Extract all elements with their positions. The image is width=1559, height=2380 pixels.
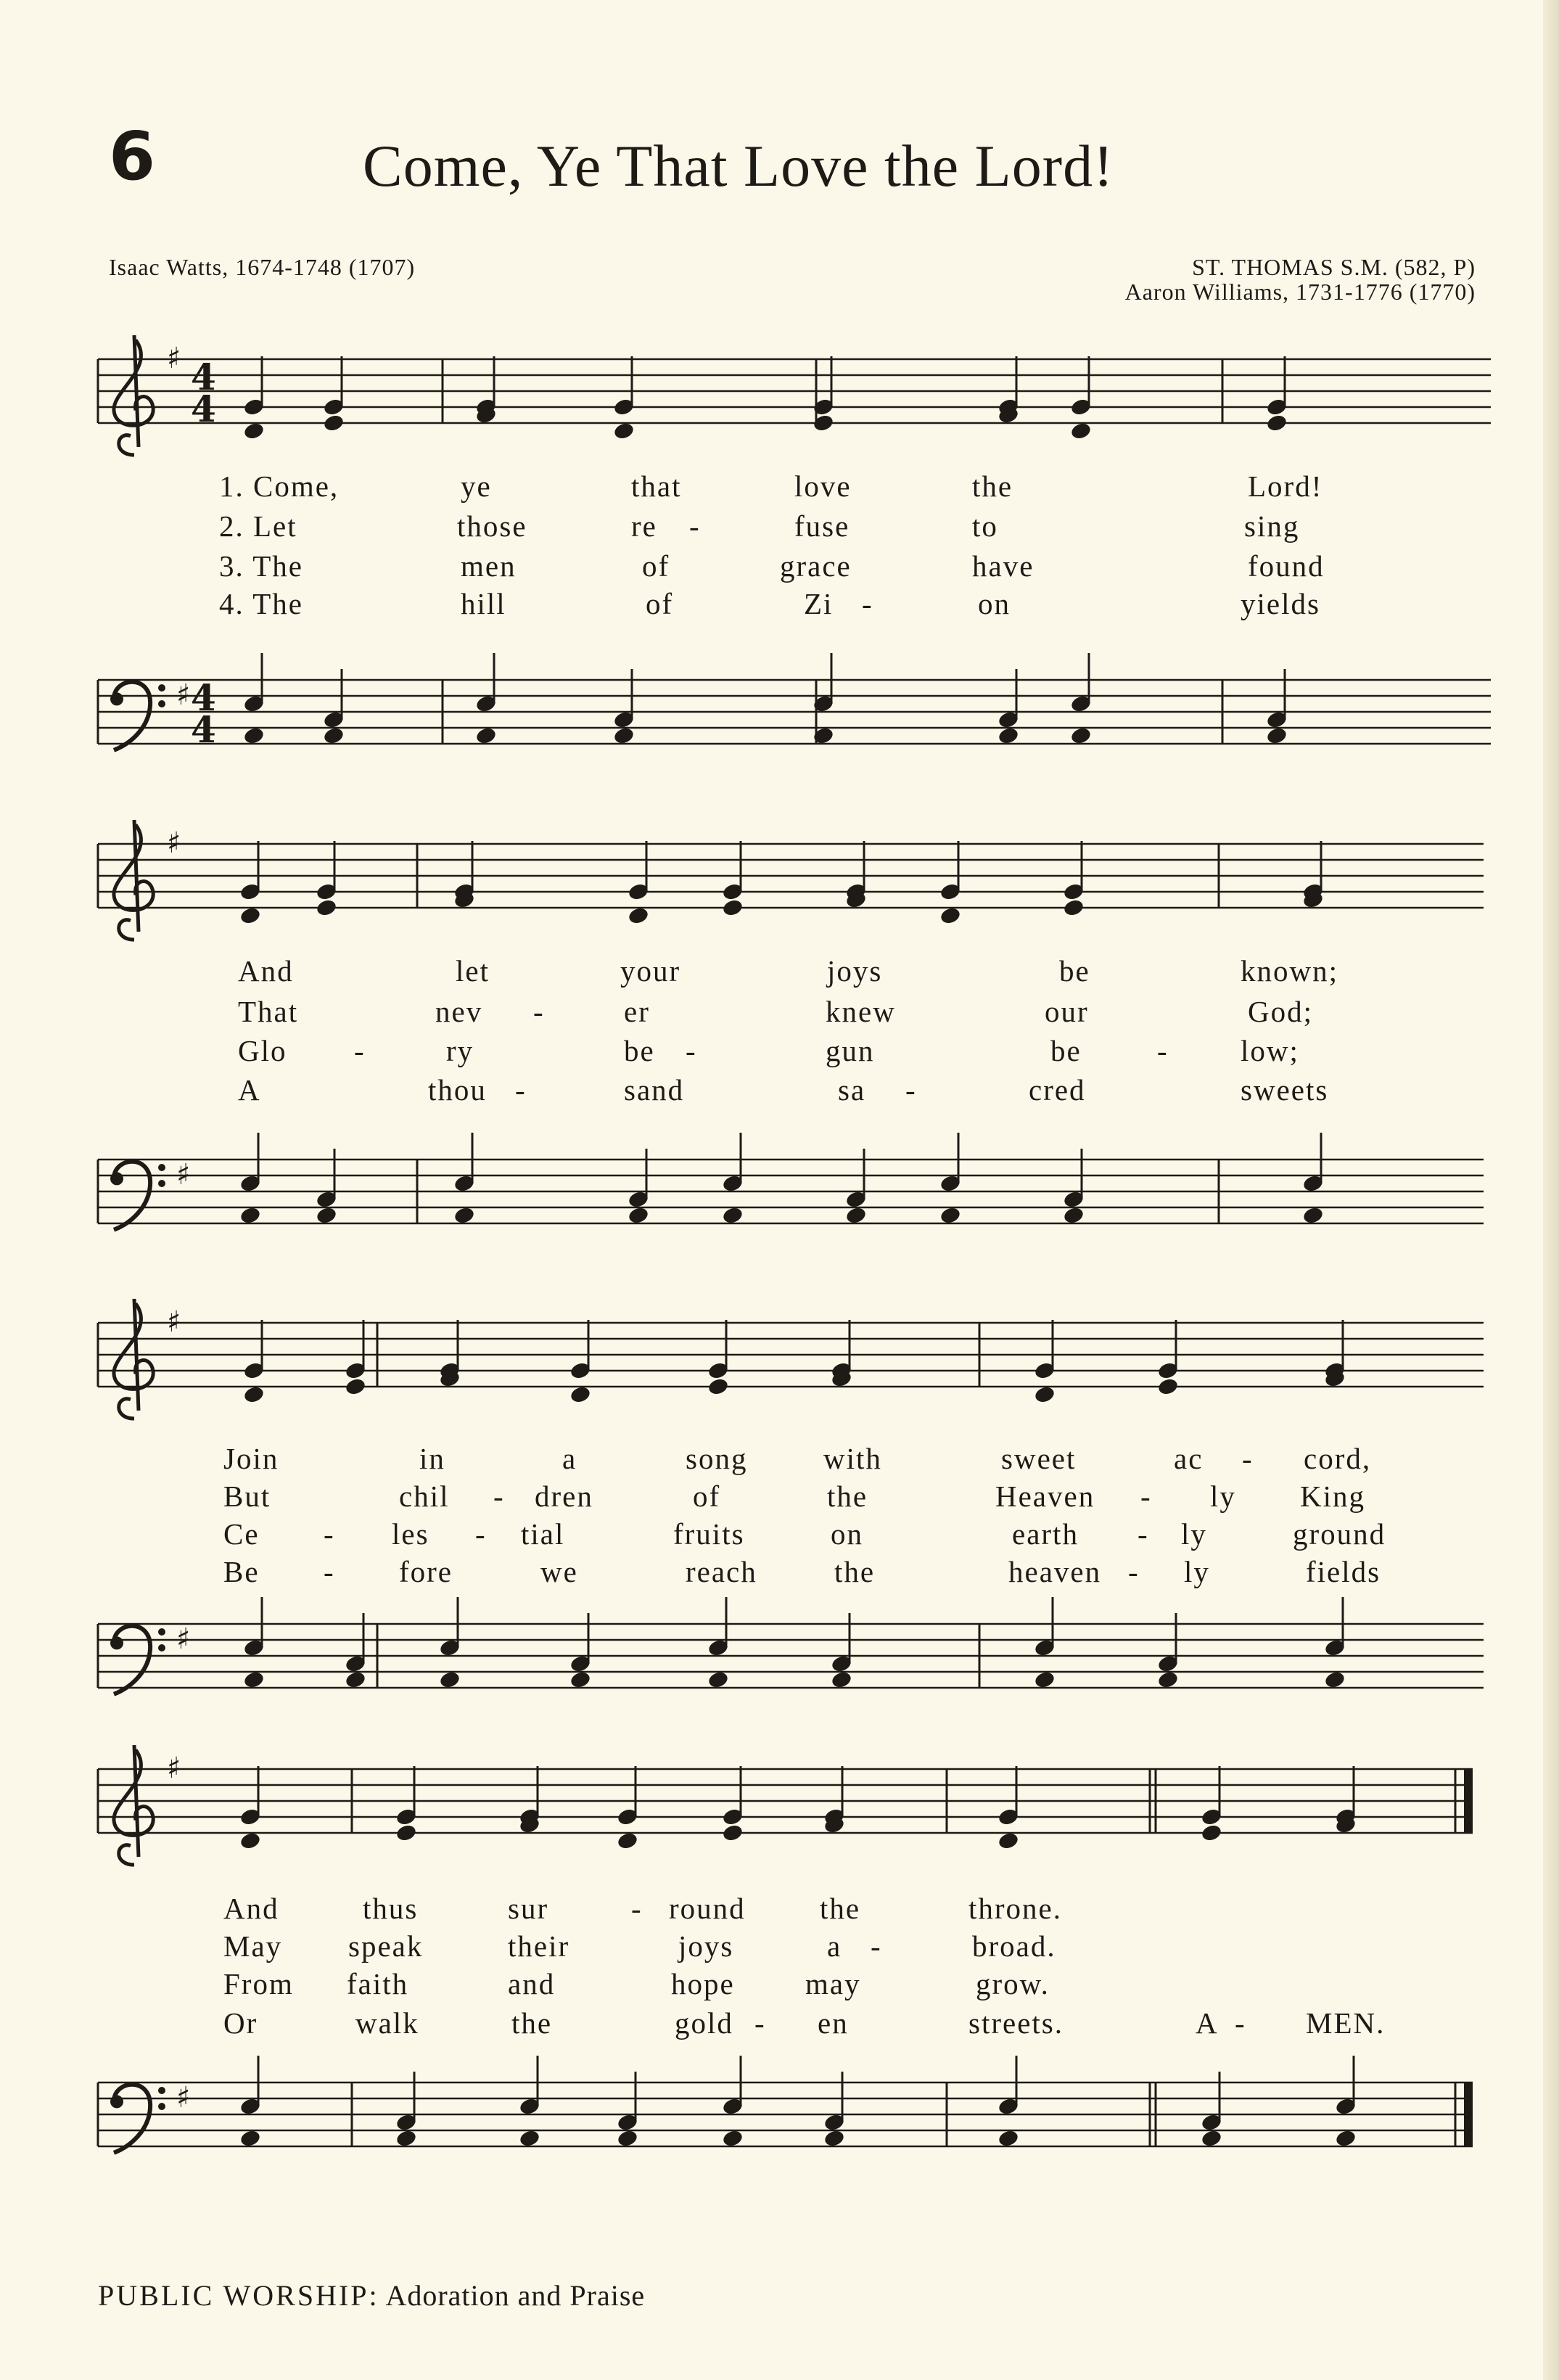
lyric-syllable: joys (678, 1929, 734, 1963)
final-bar-line (1464, 1769, 1473, 1833)
lyric-syllable: - (1140, 1480, 1152, 1513)
bass-clef-dot (158, 1628, 165, 1636)
lyric-syllable: grace (780, 549, 852, 583)
notehead (722, 2129, 744, 2149)
lyric-syllable: er (624, 995, 650, 1028)
lyric-syllable: their (508, 1929, 570, 1963)
lyric-syllable: fields (1306, 1555, 1381, 1588)
notehead (997, 2129, 1020, 2149)
lyric-syllable: grow. (976, 1967, 1050, 2001)
notehead (1201, 2129, 1223, 2149)
lyric-syllable: a (827, 1929, 842, 1963)
lyric-syllable: - (493, 1480, 505, 1513)
notehead (1157, 1377, 1180, 1397)
notehead (316, 898, 338, 918)
notehead (453, 1206, 476, 1226)
lyric-syllable: on (978, 587, 1011, 620)
lyric-syllable: God; (1248, 995, 1313, 1028)
lyric-syllable: and (508, 1967, 556, 2001)
lyric-syllable: King (1300, 1480, 1365, 1513)
notehead (707, 1377, 730, 1397)
lyric-syllable: 3. The (219, 549, 304, 583)
notehead (239, 1831, 262, 1851)
lyric-syllable: we (540, 1555, 578, 1588)
lyric-syllable: cord, (1304, 1442, 1372, 1475)
notehead (243, 1385, 266, 1405)
lyric-syllable: Lord! (1248, 469, 1323, 503)
lyric-syllable: Ce (223, 1517, 260, 1551)
lyric-syllable: dren (535, 1480, 593, 1513)
notehead (345, 1377, 367, 1397)
lyric-syllable: earth (1012, 1517, 1079, 1551)
lyric-syllable: gold (675, 2006, 733, 2040)
bass-clef-dot (110, 1172, 123, 1185)
notehead (617, 2129, 639, 2149)
notehead (239, 2129, 262, 2149)
lyric-syllable: ly (1184, 1555, 1210, 1588)
lyric-syllable: fuse (794, 509, 850, 543)
lyric-syllable: ac (1174, 1442, 1204, 1475)
lyric-syllable: ry (446, 1034, 474, 1067)
lyric-syllable: - (862, 587, 873, 620)
lyric-syllable: sweet (1001, 1442, 1077, 1475)
lyric-syllable: gun (826, 1034, 875, 1067)
lyric-syllable: Be (223, 1555, 260, 1588)
notehead (239, 1206, 262, 1226)
notehead (722, 1206, 744, 1226)
key-signature-sharp: ♯ (176, 1622, 191, 1656)
lyric-syllable: A (1196, 2006, 1219, 2040)
lyric-syllable: men (461, 549, 517, 583)
lyric-syllable: reach (686, 1555, 757, 1588)
lyric-syllable: - (1242, 1442, 1254, 1475)
bass-clef-icon (114, 1162, 150, 1230)
notehead (845, 1206, 868, 1226)
lyric-syllable: that (631, 469, 682, 503)
notehead (323, 726, 345, 746)
notehead (1034, 1385, 1056, 1405)
notehead (323, 414, 345, 433)
lyric-syllable: That (238, 995, 299, 1028)
lyric-syllable: hill (461, 587, 506, 620)
lyric-syllable: speak (348, 1929, 424, 1963)
notehead (997, 726, 1020, 746)
lyric-syllable: Or (223, 2006, 258, 2040)
lyric-syllable: And (238, 954, 294, 988)
lyric-syllable: - (1128, 1555, 1140, 1588)
notehead (1157, 1670, 1180, 1690)
notehead (316, 1206, 338, 1226)
lyric-syllable: 2. Let (219, 509, 297, 543)
lyric-syllable: of (693, 1480, 721, 1513)
lyric-syllable: the (820, 1892, 861, 1925)
lyric-syllable: cred (1029, 1073, 1086, 1107)
bass-clef-dot (158, 2103, 165, 2110)
lyric-syllable: nev (435, 995, 483, 1028)
lyric-syllable: knew (826, 995, 896, 1028)
lyric-syllable: ly (1181, 1517, 1207, 1551)
lyric-syllable: sing (1244, 509, 1300, 543)
lyric-syllable: - (1157, 1034, 1169, 1067)
notehead (997, 1831, 1020, 1851)
lyric-syllable: let (456, 954, 490, 988)
bass-clef-dot (110, 2095, 123, 2108)
time-signature-digit: 4 (191, 708, 216, 751)
bass-clef-icon (114, 2085, 150, 2153)
lyric-syllable: low; (1241, 1034, 1299, 1067)
lyric-syllable: Glo (238, 1034, 287, 1067)
lyric-syllable: - (324, 1555, 335, 1588)
notehead (475, 726, 498, 746)
treble-clef-icon (114, 1299, 153, 1419)
lyric-syllable: ly (1210, 1480, 1236, 1513)
notehead (628, 1206, 650, 1226)
lyric-syllable: on (831, 1517, 863, 1551)
bass-clef-dot (158, 700, 165, 707)
lyric-syllable: - (754, 2006, 766, 2040)
lyric-syllable: have (972, 549, 1034, 583)
notehead (519, 2129, 541, 2149)
notehead (1063, 1206, 1085, 1226)
notehead (613, 726, 635, 746)
lyric-syllable: sand (624, 1073, 685, 1107)
lyric-syllable: with (823, 1442, 882, 1475)
notehead (345, 1670, 367, 1690)
lyric-syllable: fruits (673, 1517, 745, 1551)
treble-clef-icon (114, 335, 153, 455)
hymn-number: 6 (109, 118, 156, 195)
lyric-syllable: may (805, 1967, 861, 2001)
lyric-syllable: re (631, 509, 657, 543)
lyric-syllable: tial (521, 1517, 565, 1551)
notehead (939, 906, 962, 926)
lyric-syllable: to (972, 509, 998, 543)
lyric-syllable: thus (363, 1892, 419, 1925)
treble-clef-icon (114, 1745, 153, 1865)
notehead (613, 422, 635, 441)
lyric-syllable: of (646, 587, 674, 620)
notehead (569, 1385, 592, 1405)
notehead (1070, 422, 1093, 441)
page-footer (98, 2278, 645, 2313)
notehead (395, 2129, 418, 2149)
composer-credit: Aaron Williams, 1731-1776 (1770) (1124, 279, 1476, 305)
author-credit: Isaac Watts, 1674-1748 (1707) (109, 254, 416, 280)
lyric-syllable: a (562, 1442, 577, 1475)
key-signature-sharp: ♯ (167, 1752, 181, 1785)
lyric-syllable: ground (1293, 1517, 1386, 1551)
lyric-syllable: - (533, 995, 545, 1028)
lyric-syllable: chil (399, 1480, 450, 1513)
time-signature-digit: 4 (191, 676, 216, 719)
footer-category: PUBLIC WORSHIP: (98, 2279, 379, 2312)
bass-clef-dot (158, 1164, 165, 1171)
lyric-syllable: - (905, 1073, 917, 1107)
lyric-syllable: les (392, 1517, 429, 1551)
lyric-syllable: - (689, 509, 701, 543)
lyric-syllable: heaven (1008, 1555, 1102, 1588)
treble-clef-icon (114, 820, 153, 940)
notehead (569, 1670, 592, 1690)
notehead (823, 2129, 846, 2149)
lyric-syllable: the (972, 469, 1013, 503)
notehead (1201, 1823, 1223, 1843)
lyric-syllable: those (457, 509, 527, 543)
lyric-syllable: fore (399, 1555, 453, 1588)
lyric-syllable: - (631, 1892, 643, 1925)
notehead (243, 726, 266, 746)
lyric-syllable: be (624, 1034, 655, 1067)
lyric-syllable: streets. (968, 2006, 1064, 2040)
bass-clef-dot (158, 1644, 165, 1651)
lyric-syllable: - (475, 1517, 487, 1551)
notehead (1034, 1670, 1056, 1690)
notehead (1070, 726, 1093, 746)
notehead (243, 422, 266, 441)
lyric-syllable: hope (671, 1967, 735, 2001)
key-signature-sharp: ♯ (167, 826, 181, 860)
notehead (243, 1670, 266, 1690)
lyric-syllable: - (1138, 1517, 1149, 1551)
bass-clef-dot (110, 1636, 123, 1649)
key-signature-sharp: ♯ (176, 678, 191, 712)
notehead (1335, 2129, 1357, 2149)
lyric-syllable: yields (1241, 587, 1320, 620)
lyric-syllable: MEN. (1306, 2006, 1386, 2040)
lyric-syllable: love (794, 469, 852, 503)
lyric-syllable: be (1059, 954, 1090, 988)
lyric-syllable: - (871, 1929, 882, 1963)
notehead (1266, 414, 1288, 433)
time-signature-digit: 4 (191, 356, 216, 398)
notehead (439, 1670, 461, 1690)
lyric-syllable: - (354, 1034, 366, 1067)
lyric-syllable: found (1248, 549, 1325, 583)
bass-clef-icon (114, 1626, 150, 1694)
bass-clef-icon (114, 682, 150, 750)
lyric-syllable: - (686, 1034, 697, 1067)
lyric-syllable: Zi (804, 587, 834, 620)
lyric-syllable: - (1235, 2006, 1246, 2040)
bass-clef-dot (158, 2087, 165, 2094)
lyric-syllable: known; (1241, 954, 1338, 988)
lyric-syllable: faith (347, 1967, 409, 2001)
lyric-syllable: round (669, 1892, 746, 1925)
notehead (1324, 1670, 1346, 1690)
lyric-syllable: broad. (972, 1929, 1056, 1963)
bass-clef-dot (158, 1180, 165, 1187)
notehead (939, 1206, 962, 1226)
lyric-syllable: sa (838, 1073, 866, 1107)
notehead (628, 906, 650, 926)
hymn-title: Come, Ye That Love the Lord! (363, 133, 1114, 199)
lyric-syllable: 4. The (219, 587, 304, 620)
lyric-syllable: A (238, 1073, 261, 1107)
bass-clef-dot (158, 684, 165, 692)
lyric-syllable: Join (223, 1442, 279, 1475)
lyric-syllable: joys (827, 954, 883, 988)
lyric-syllable: ye (461, 469, 492, 503)
lyric-syllable: May (223, 1929, 283, 1963)
lyric-syllable: the (511, 2006, 553, 2040)
lyric-syllable: the (827, 1480, 868, 1513)
lyric-syllable: of (642, 549, 670, 583)
notehead (1063, 898, 1085, 918)
notehead (395, 1823, 418, 1843)
lyric-syllable: - (324, 1517, 335, 1551)
key-signature-sharp: ♯ (167, 1305, 181, 1339)
notehead (722, 898, 744, 918)
final-bar-line (1464, 2082, 1473, 2146)
lyric-syllable: From (223, 1967, 294, 2001)
notehead (617, 1831, 639, 1851)
footer-subcategory: Adoration and Praise (385, 2279, 646, 2312)
bass-clef-dot (110, 692, 123, 705)
notehead (707, 1670, 730, 1690)
lyric-syllable: your (620, 954, 681, 988)
notehead (1266, 726, 1288, 746)
lyric-syllable: walk (355, 2006, 419, 2040)
tune-credit: ST. THOMAS S.M. (582, P) (1192, 254, 1476, 280)
notehead (239, 906, 262, 926)
lyric-syllable: throne. (968, 1892, 1062, 1925)
key-signature-sharp: ♯ (176, 1158, 191, 1191)
key-signature-sharp: ♯ (167, 342, 181, 375)
lyric-syllable: sweets (1241, 1073, 1329, 1107)
lyric-syllable: - (515, 1073, 527, 1107)
lyric-syllable: be (1050, 1034, 1082, 1067)
lyric-syllable: song (686, 1442, 748, 1475)
key-signature-sharp: ♯ (176, 2081, 191, 2114)
notehead (722, 1823, 744, 1843)
lyric-syllable: the (834, 1555, 876, 1588)
lyric-syllable: But (223, 1480, 271, 1513)
lyric-syllable: 1. Come, (219, 469, 340, 503)
lyric-syllable: sur (508, 1892, 549, 1925)
lyric-syllable: thou (428, 1073, 487, 1107)
time-signature-digit: 4 (191, 387, 216, 430)
notehead (831, 1670, 853, 1690)
lyric-syllable: our (1045, 995, 1089, 1028)
notehead (1302, 1206, 1325, 1226)
lyric-syllable: Heaven (995, 1480, 1095, 1513)
lyric-syllable: en (818, 2006, 849, 2040)
lyric-syllable: And (223, 1892, 279, 1925)
lyric-syllable: in (419, 1442, 445, 1475)
